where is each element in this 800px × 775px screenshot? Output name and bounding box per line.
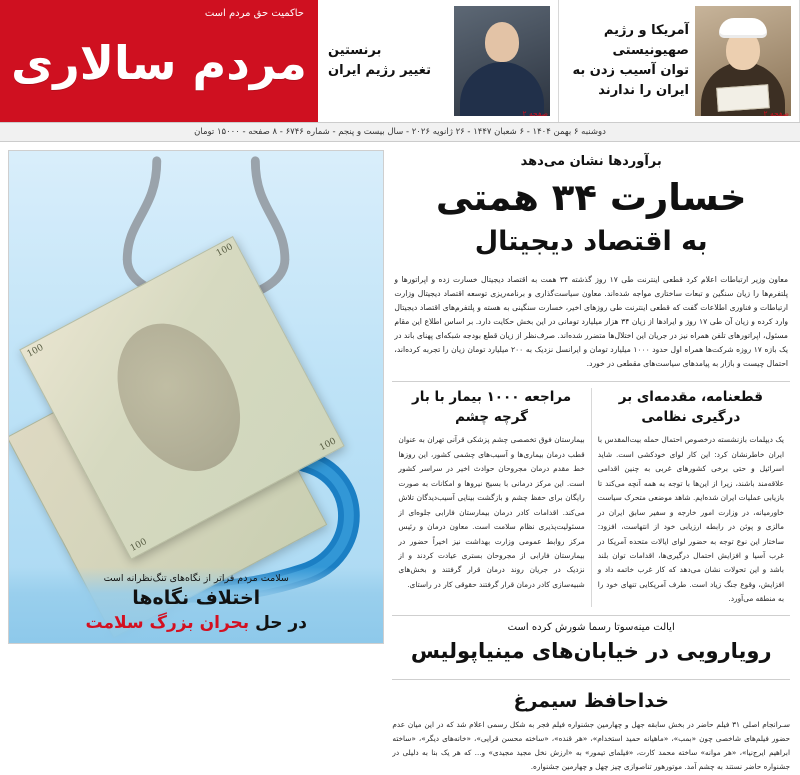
sub-article-1[interactable]	[592, 388, 790, 606]
bottom-headline[interactable]: خداحافظ سیمرغ	[513, 689, 669, 712]
divider-1	[392, 615, 790, 616]
masthead-item-2[interactable]	[318, 0, 559, 122]
masthead-item-1-page: صفحه ۲	[763, 109, 789, 118]
sub-article-2[interactable]	[392, 388, 591, 606]
banknote-denomination-2: 100	[215, 242, 236, 259]
bottom-body-text: سـرانجام اصلی ۳۱ فیلم حاضر در بخش سابقه جهل و چهارمین جشنواره فیلم فجر به شکل رسمی اعلام شد که در این میان عدم حضور فیلم‌های شاخصی چون «بمب»، «ماهیانه حمید استخدام»، «هر قنده»، «ساخته محسن قرایی»، «خانه‌های دیگر»، «ساخته ابراهیم ایرج‌نیا»، «هر موانه» ساخته محمد کارت، «فیلمای تیمور» به «ارزش نخل مجید مجیدی» و... که هر یک بنا به دلیلی در جشنواره حاضر نستند به چشم آمد. موتورهور تناصوازی چیز چهل و چهارمین جشنواره.	[392, 719, 790, 772]
sub-article-2-title: مراجعه ۱۰۰۰ بیمار با بار گرچه چشم	[411, 389, 572, 425]
right-column	[384, 150, 790, 772]
caption-big-highlight: بحران بزرگ سلامت	[85, 613, 250, 633]
masthead-item-2-page: صفحه ۲	[522, 109, 548, 118]
issue-date-bar: دوشنبه ۶ بهمن ۱۴۰۴ - ۶ شعبان ۱۴۴۷ - ۲۶ ژانویه ۲۰۲۶ - سال بیست و پنجم - شماره ۶۷۴۶ - ۸ صفحه - ۱۵۰۰۰ تومان	[0, 122, 800, 142]
cleric-portrait-photo	[695, 6, 791, 116]
masthead	[0, 0, 800, 122]
feature-photo[interactable]	[8, 150, 384, 644]
lead-headline-line1: خسارت ۳۴ همتی	[435, 176, 747, 219]
lead-kicker: برآوردها نشان می‌دهد	[520, 154, 662, 169]
sub-article-2-body: بیمارستان فوق تخصصی چشم پزشکی قرآنی تهران به عنوان قطب درمان بیماری‌ها و آسیب‌های چشمی کشور، این روزها خط مقدم درمان مجروحان حوادث اخیر در سراسر کشور است. این مرکز درمانی با بسیج نیروها و امکانات به صورت رایگان برای حفظ چشم و بازگشت بینایی آسیب‌دیدگان تلاش می‌کند. اقدامات کادر درمان بیمارستان فارابی جلوه‌ای از مسئولیت‌پذیری نظام سلامت است. معاون درمان و رئیس مرکز روابط عمومی وزارت بهداشت نیز اخیراً حضور در بیمارستان فارابی از مجروحان بستری عیادت کردند و از نزدیک در جریان روند درمان قرار گرفتند و بخش‌های شبیه‌سازی کادر درمان قرار گرفتند حقوقی کار در راستای.	[398, 435, 585, 589]
photo-caption	[9, 567, 383, 643]
lead-headline[interactable]	[392, 175, 790, 259]
sub-article-1-body: یک دیپلمات بازنشسته درخصوص احتمال حمله بیت‌المقدس با ایران خاطرنشان کرد: این کار لوای خودکشی است. شاید اسرائیل و حتی برخی کشورهای غربی به چنین اقدامی علاقه‌مند باشند، زیرا از این‌ها با توجه به همه آنچه می‌کند تا بازیابی عملیات ایران شده‌ایم. شاهد موضعی متحرک سیاست خاورمیانه، در وزارت امور خارجه و سفیر سابق ایران در مالزی و پوئن در رابطه ارزیابی خود از انتهاست، افزود: ساختار این نوع توجه به حضور لوای ایالات متحده آمریکا در غرب آسیا و افزایش احتمال درگیری‌ها، اقدامات توان بلند باشد و این تحولات نشان می‌دهد که کار غرب خاتمه داد و افزایش، وقوع جنگ زیاد است. طرف آمریکایی تنهای خود را به منطقه می‌آورد.	[597, 435, 784, 604]
caption-small: سلامت مردم فراتر از نگاه‌های تنگ‌نظرانه است	[103, 573, 289, 584]
banknote-denomination-3: 100	[129, 537, 150, 554]
caption-big-prefix: در حل	[255, 613, 307, 633]
banknote-denomination-4: 100	[318, 436, 339, 454]
caption-big	[19, 613, 373, 633]
left-column	[10, 150, 384, 644]
masthead-item-2-line1: برنستین	[328, 42, 382, 58]
logo-title: مردم سالاری	[11, 35, 307, 90]
divider-2	[392, 679, 790, 680]
sub-articles	[392, 381, 790, 606]
logo-slogan: حاکمیت حق مردم است	[204, 8, 304, 19]
sub-article-1-title: قطعنامه، مقدمه‌ای بر درگیری نظامی	[618, 389, 763, 425]
banknote-portrait	[94, 302, 264, 491]
masthead-item-1-line1: آمریکا و رژیم صهیونیستی	[603, 22, 689, 58]
lead-headline-line2: به اقتصاد دیجیتال	[474, 226, 708, 258]
masthead-item-1[interactable]	[559, 0, 800, 122]
mid-kicker: ایالت مینه‌سوتا رسما شورش کرده است	[507, 621, 675, 633]
man-portrait-photo	[454, 6, 550, 116]
masthead-item-1-line2: توان آسیب زدن به ایران را ندارند	[572, 63, 689, 99]
lead-body-text: معاون وزیر ارتباطات اعلام کرد قطعی اینترنت طی ۱۷ روز گذشته ۳۴ همت به اقتصاد دیجیتال خسارت زده و اپراتورها و پلتفرم‌ها را زیان سنگین و تبعات ساختاری مواجه شده‌اند. معاون سیاست‌گذاری و برنامه‌ریزی توسعه اقتصاد دیجیتال وزارت ارتباطات و فناوری اطلاعات گفت که قطعی اینترنت طی روزهای اخیر، خسارت سنگینی به هسته و پلتفرم‌های اقتصاد دیجیتال وارد کرده و زیان آن طی ۱۷ روز و ایرادها از زیان ۳۴ هزار میلیارد تومانی در این بخش حکایت دارد. بر اساس اطلاع این مقام مسئول، اپراتورهای تلفن همراه نیز در جریان این اختلال‌ها متضرر شده‌اند. صرف‌نظر از زیان قطع بودجه شبکه‌ای پهنای باند در یک بازه ۱۷ روزه شرکت‌ها همراه اول حدود ۱۰۰۰ میلیارد تومان و ایرانسل نزدیک به ۲۰۰ میلیارد تومان زیان را تجربه کرده‌اند، احتمال چیست و بازار به پیامدهای سیاست‌های مقطعی در خورد.	[394, 275, 789, 369]
page-content	[0, 142, 800, 772]
mid-headline[interactable]: رویارویی در خیابان‌های مینیاپولیس	[410, 638, 772, 663]
masthead-item-2-line2: تغییر رژیم ایران	[328, 63, 431, 78]
newspaper-logo[interactable]	[0, 0, 318, 122]
banknote-denomination: 100	[25, 342, 46, 360]
caption-mid: اختلاف نگاه‌ها	[132, 587, 261, 609]
